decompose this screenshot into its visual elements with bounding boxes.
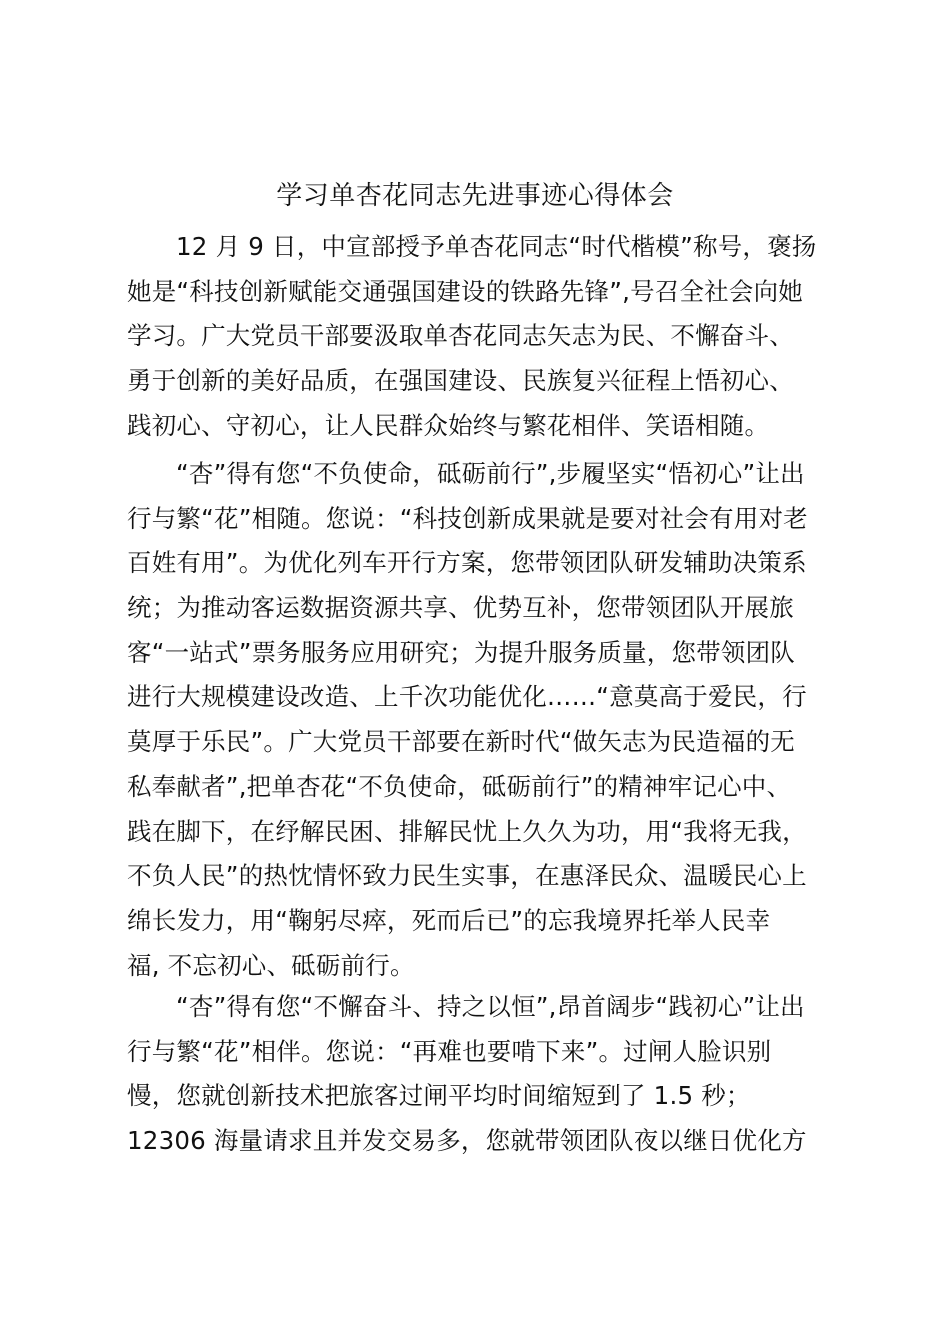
paragraph-line: 勇于创新的美好品质，在强国建设、民族复兴征程上悟初心、 (127, 366, 794, 396)
paragraph-line: 践在脚下，在纾解民困、排解民忧上久久为功，用“我将无我， (127, 816, 807, 846)
paragraph-line: 她是“科技创新赋能交通强国建设的铁路先锋”,号召全社会向她 (127, 276, 803, 306)
paragraph-line: “杏”得有您“不懈奋斗、持之以恒”,昂首阔步“践初心”让出 (176, 992, 805, 1021)
paragraph-line: 行与繁“花”相随。您说：“科技创新成果就是要对社会有用对老 (127, 503, 808, 533)
paragraph-line: 12 月 9 日，中宣部授予单杏花同志“时代楷模”称号，褒扬 (176, 232, 817, 261)
paragraph-1 (127, 225, 832, 448)
paragraph-line: 12306 海量请求且并发交易多，您就带领团队夜以继日优化方 (127, 1126, 807, 1156)
paragraph-3 (127, 985, 832, 1164)
paragraph-line: 私奉献者”,把单杏花“不负使命，砥砺前行”的精神牢记心中、 (127, 771, 792, 801)
paragraph-line: 福, 不忘初心、砥砺前行。 (127, 950, 415, 980)
paragraph-line: 不负人民”的热忱情怀致力民生实事，在惠泽民众、温暖民心上 (127, 861, 807, 891)
paragraph-line: 统；为推动客运数据资源共享、优势互补，您带领团队开展旅 (127, 593, 794, 623)
paragraph-line: 百姓有用”。为优化列车开行方案，您带领团队研发辅助决策系 (127, 548, 807, 578)
paragraph-2 (127, 452, 832, 988)
paragraph-line: “杏”得有您“不负使命，砥砺前行”,步履坚实“悟初心”让出 (176, 459, 805, 488)
paragraph-line: 绵长发力，用“鞠躬尽瘁，死而后已”的忘我境界托举人民幸 (127, 905, 771, 935)
paragraph-line: 行与繁“花”相伴。您说：“再难也要啃下来”。过闸人脸识别 (127, 1036, 772, 1066)
paragraph-line: 客“一站式”票务服务应用研究；为提升服务质量，您带领团队 (127, 637, 795, 667)
document-title: 学习单杏花同志先进事迹心得体会 (276, 181, 674, 211)
paragraph-line: 进行大规模建设改造、上千次功能优化……“意莫高于爱民，行 (127, 682, 807, 712)
paragraph-line: 莫厚于乐民”。广大党员干部要在新时代“做矢志为民造福的无 (127, 727, 795, 757)
paragraph-line: 慢，您就创新技术把旅客过闸平均时间缩短到了 1.5 秒； (127, 1081, 751, 1111)
paragraph-line: 践初心、守初心，让人民群众始终与繁花相伴、笑语相随。 (127, 410, 770, 440)
paragraph-line: 学习。广大党员干部要汲取单杏花同志矢志为民、不懈奋斗、 (127, 321, 794, 351)
